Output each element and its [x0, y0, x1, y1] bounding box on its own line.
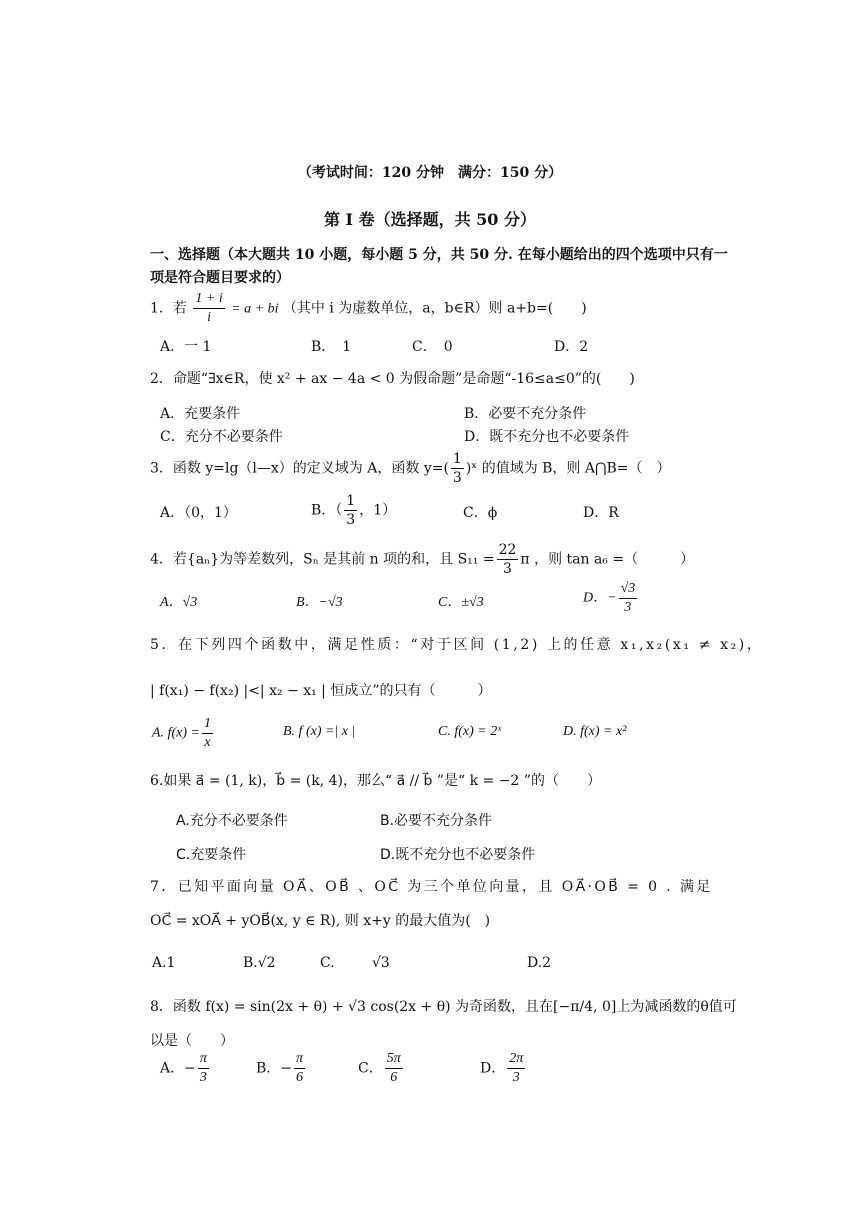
question-2: 2．命题“∃x∈R，使 x² + ax − 4a < 0 为假命题”是命题“-16≤a≤0”的( ): [150, 371, 635, 387]
q8-option-c-label: C．: [358, 1060, 383, 1077]
q3-optb-num: 1: [346, 493, 356, 509]
question-5-line1: 5．在下列四个函数中，满足性质：“对于区间 (1,2) 上的任意 x₁,x₂(x₁ ≠ x₂)，: [150, 637, 764, 653]
q1-fraction: [193, 290, 224, 327]
question-4: [150, 541, 694, 578]
q1-option-a: A．一 1: [160, 339, 212, 355]
q3-option-b-tail: ，1）: [359, 502, 397, 519]
q7-option-c-value: √3: [372, 955, 390, 971]
q5-option-c: C. f(x) = 2ˣ: [438, 724, 502, 739]
q4-optd-den: 3: [624, 600, 632, 615]
q8-option-a: [160, 1050, 211, 1087]
q3-suffix: )ˣ 的值域为 B，则 A⋂B=（ ）: [465, 460, 671, 477]
q1-frac-num: 1 + i: [193, 290, 224, 309]
q4-optd-num: √3: [619, 580, 638, 599]
q4-option-d: [583, 580, 639, 617]
q8-optc-num: 5π: [385, 1050, 403, 1069]
q2-option-d: D．既不充分也不必要条件: [464, 429, 630, 445]
q7-option-a: A.1: [152, 955, 176, 971]
exam-time-score: （考试时间：120 分钟 满分：150 分）: [297, 165, 563, 181]
section-instruction-line1: 一、选择题（本大题共 10 小题，每小题 5 分，共 50 分. 在每小题给出的四个选项中只有一: [150, 247, 728, 263]
volume-title: 第 I 卷（选择题，共 50 分）: [323, 210, 537, 229]
q1-frac-den: i: [207, 310, 211, 325]
q8-option-d-fraction: [507, 1050, 525, 1087]
q6-option-a: A.充分不必要条件: [176, 813, 288, 829]
q6-option-c: C.充要条件: [176, 847, 247, 863]
q8-optd-den: 3: [512, 1070, 520, 1085]
q3-fraction: [451, 450, 464, 487]
q5-option-b: B. f (x) =| x |: [283, 724, 356, 739]
section-instruction-line2: 项是符合题目要求的）: [150, 270, 290, 286]
q2-option-a: A．充要条件: [160, 406, 241, 422]
q5-option-a-fraction: [202, 715, 213, 752]
q8-option-b-fraction: [294, 1050, 305, 1087]
q2-option-b: B．必要不充分条件: [464, 406, 587, 422]
q1-suffix: （其中 i 为虚数单位，a，b∈R）则 a+b=( ): [282, 300, 587, 317]
q1-option-c: C． 0: [412, 339, 453, 355]
q8-option-b-label: B．−: [256, 1060, 293, 1077]
question-6: 6.如果 a⃗ = (1, k)，b⃗ = (k, 4)，那么“ a⃗ // b⃗ ”是“ k = −2 ”的（ ）: [150, 773, 601, 789]
q8-optc-den: 6: [390, 1070, 398, 1085]
q7-option-b: B.√2: [243, 955, 276, 971]
q8-opta-den: 3: [199, 1070, 207, 1085]
q4-suffix: π ，则 tan a₆ =（ ）: [520, 551, 695, 568]
q4-option-d-fraction: [619, 580, 638, 617]
q7-option-d: D.2: [527, 955, 552, 971]
q4-option-a: A．√3: [160, 595, 198, 610]
q3-frac-den: 3: [452, 470, 462, 486]
q3-option-c: C．ϕ: [463, 505, 498, 521]
q8-option-c-fraction: [385, 1050, 403, 1087]
q8-optb-num: π: [294, 1050, 305, 1069]
q1-prefix: 1．若: [150, 300, 187, 317]
q4-option-d-label: D．−: [583, 590, 617, 606]
q3-option-d: D．R: [583, 505, 619, 521]
q3-prefix: 3．函数 y=lg（l—x）的定义域为 A，函数 y=(: [150, 460, 449, 477]
q4-option-b: B．−√3: [296, 595, 343, 610]
q8-option-d: [480, 1050, 527, 1087]
question-7-line2: OC⃗ = xOA⃗ + yOB⃗(x, y ∈ R), 则 x+y 的最大值为( ): [150, 913, 491, 929]
q5-option-d: D. f(x) = x²: [563, 724, 627, 739]
q7-option-c: C.: [320, 955, 335, 971]
q5-opta-den: x: [204, 735, 211, 750]
q8-option-a-fraction: [198, 1050, 209, 1087]
question-3: [150, 450, 671, 487]
question-5-line2: | f(x₁) − f(x₂) |<| x₂ − x₁ | 恒成立”的只有（ ）: [150, 683, 492, 699]
q3-option-a: A．（0，1）: [160, 505, 237, 521]
q3-optb-den: 3: [346, 512, 356, 528]
q8-optb-den: 6: [296, 1070, 304, 1085]
q4-prefix: 4．若{aₙ}为等差数列，Sₙ 是其前 n 项的和，且 S₁₁ =: [150, 551, 495, 568]
q4-frac-den: 3: [503, 561, 512, 577]
question-8-line1: 8．函数 f(x) = sin(2x + θ) + √3 cos(2x + θ) 为奇函数，且在[−π/4, 0]上为减函数的θ值可: [150, 999, 737, 1015]
q4-fraction: [497, 541, 519, 578]
q1-option-b: B． 1: [311, 339, 352, 355]
q6-option-d: D.既不充分也不必要条件: [380, 847, 536, 863]
q8-option-a-label: A．−: [160, 1060, 196, 1077]
q1-expr: = a + bi: [231, 301, 279, 317]
question-8-line2: 以是（ ）: [150, 1033, 234, 1049]
q4-frac-num: 22: [498, 542, 517, 558]
q3-option-b: [311, 492, 396, 529]
q8-option-d-label: D．: [480, 1060, 506, 1077]
q4-option-c: C．±√3: [438, 595, 484, 610]
q5-option-a-label: A. f(x) =: [152, 725, 200, 741]
question-1: [150, 290, 587, 327]
q3-frac-num: 1: [452, 451, 462, 467]
q8-opta-num: π: [198, 1050, 209, 1069]
q8-optd-num: 2π: [507, 1050, 525, 1069]
q5-option-a: [152, 715, 215, 752]
q8-option-b: [256, 1050, 307, 1087]
q8-option-c: [358, 1050, 405, 1087]
question-7-line1: 7．已知平面向量 OA⃗、OB⃗ 、OC⃗ 为三个单位向量，且 OA⃗·OB⃗ = 0 . 满足: [150, 879, 713, 895]
q1-option-d: D．2: [554, 339, 589, 355]
q3-option-b-fraction: [344, 492, 357, 529]
q5-opta-num: 1: [202, 715, 213, 734]
q3-option-b-label: B．（: [311, 502, 343, 519]
q6-option-b: B.必要不充分条件: [380, 813, 493, 829]
q2-option-c: C．充分不必要条件: [160, 429, 283, 445]
